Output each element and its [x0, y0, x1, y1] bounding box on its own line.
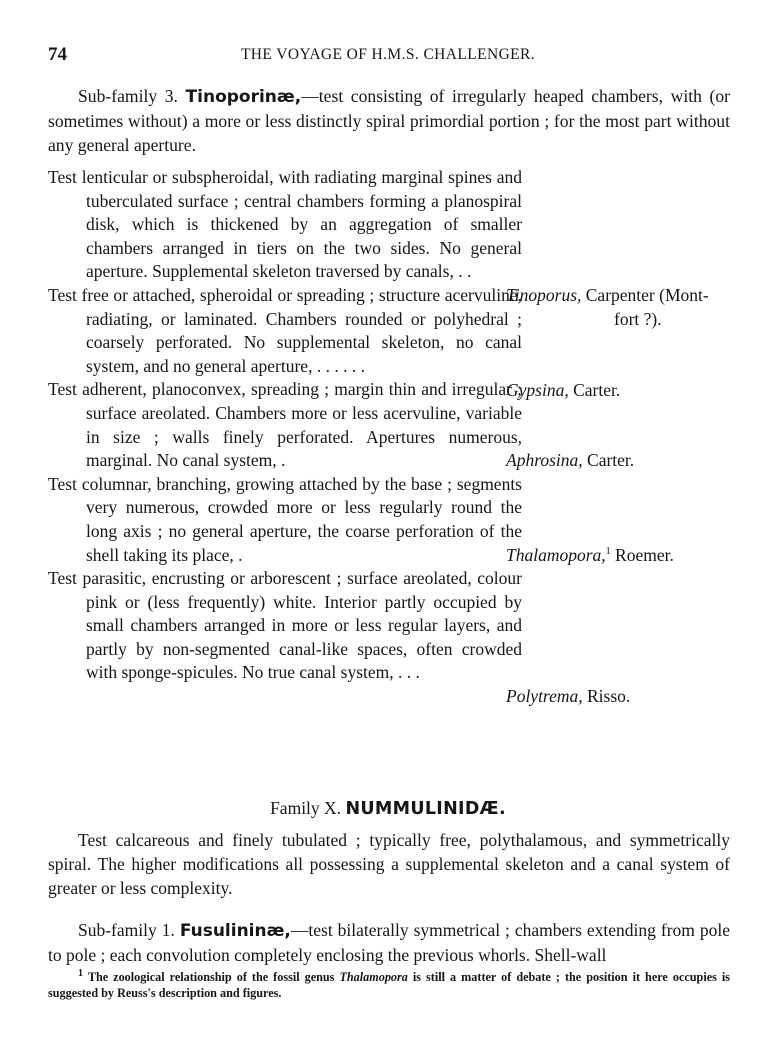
- genus-name: Gypsina,: [506, 379, 569, 400]
- genus-authority: Carpenter (Mont-: [585, 285, 709, 305]
- subfamily-1-name: Fusulininæ,: [179, 921, 291, 941]
- genus-thalamopora: [506, 544, 732, 568]
- page-number: 74: [48, 44, 67, 65]
- key-entry-gypsina: [48, 284, 732, 400]
- key-entry-polytrema: [48, 567, 732, 707]
- genus-authority: Carter.: [573, 379, 621, 400]
- genus-name: Aphrosina,: [506, 450, 583, 471]
- family-name: NUMMULINIDÆ.: [345, 799, 506, 819]
- subfamily-3-paragraph: [48, 84, 730, 157]
- footnote: [48, 967, 731, 1001]
- subfamily-3-name: Tinoporinæ,: [185, 87, 302, 107]
- subfamily-1-label: Sub-family 1.: [78, 920, 175, 940]
- genus-aphrosina: [506, 449, 732, 473]
- key-entry-tinoporus: [48, 166, 732, 329]
- key-entry-thalamopora: [48, 473, 732, 567]
- genus-name: Polytrema,: [506, 686, 583, 707]
- genus-authority: Risso.: [587, 686, 631, 707]
- family-description: Test calcareous and finely tubulated ; typically free, polythalamous, and symmetrically spiral. The higher modifications all possessing a supplemental skeleton and a canal system of greater or less complexity.: [48, 830, 730, 899]
- running-head: [48, 44, 728, 68]
- genus-polytrema: [506, 685, 732, 709]
- genus-name: Thalamopora,: [506, 544, 606, 565]
- genus-name: Tinoporus,: [506, 285, 582, 305]
- key-entry-text: Test free or attached, spheroidal or spreading ; structure acervuline, radiating, or laminated. Chambers rounded or polyhedral ; coarsely perforated. No supplemental skeleton, no canal system, and no general aperture, . . . . . .: [48, 284, 522, 376]
- key-entry-text: Test lenticular or subspheroidal, with radiating marginal spines and tuberculated surface ; central chambers forming a planospiral disk, which is thickened by an aggregation of smaller chambers arranged in tiers on the two sides. No general aperture. Supplemental skeleton traversed by canals, . .: [48, 167, 522, 282]
- genus-key: [48, 166, 732, 707]
- footnote-text-start: The zoological relationship of the fossil genus: [87, 970, 335, 984]
- family-label: Family X.: [270, 798, 342, 818]
- footnote-mark: 1: [78, 967, 83, 979]
- footnote-genus: Thalamopora: [339, 970, 408, 984]
- key-entry-text: Test columnar, branching, growing attached by the base ; segments very numerous, crowded more or less regularly round the long axis ; no general aperture, the coarse perforation of the shell taking its place, .: [48, 473, 522, 565]
- subfamily-3-label: Sub-family 3.: [78, 86, 178, 106]
- subfamily-1-paragraph: [48, 918, 730, 968]
- subfamily-3-description: —test consisting of irregularly heaped chambers, with (or sometimes without) a more or less distinctly spiral primordial portion ; for the most part without any general aperture.: [48, 86, 730, 155]
- family-heading: [0, 798, 776, 819]
- genus-authority: Roemer.: [615, 544, 674, 565]
- running-title: THE VOYAGE OF H.M.S. CHALLENGER.: [240, 46, 536, 63]
- key-entry-text: Test adherent, planoconvex, spreading ; margin thin and irregular ; surface areolated. Chambers more or less acervuline, variable in size ; walls finely perforated. Apertures numerous, marginal. No canal system, .: [48, 379, 522, 471]
- genus-authority-continued: fort ?).: [614, 308, 662, 329]
- key-entry-aphrosina: [48, 378, 732, 472]
- subfamily-1-description: —test bilaterally symmetrical ; chambers extending from pole to pole ; each convolution completely enclosing the previous whorls. Shell-wall: [48, 920, 731, 966]
- key-entry-text: Test parasitic, encrusting or arborescent ; surface areolated, colour pink or (less frequently) white. Interior partly occupied by small chambers arranged in more or less regular layers, and partly by non-segmented canal-like spaces, often crowded with sponge-spicules. No true canal system, . . .: [48, 568, 522, 683]
- genus-authority: Carter.: [587, 450, 635, 471]
- footnote-marker: 1: [605, 545, 611, 557]
- footnote-text-end: is still a matter of debate ; the position it here occupies is suggested by Reuss's description and figures.: [48, 970, 731, 1000]
